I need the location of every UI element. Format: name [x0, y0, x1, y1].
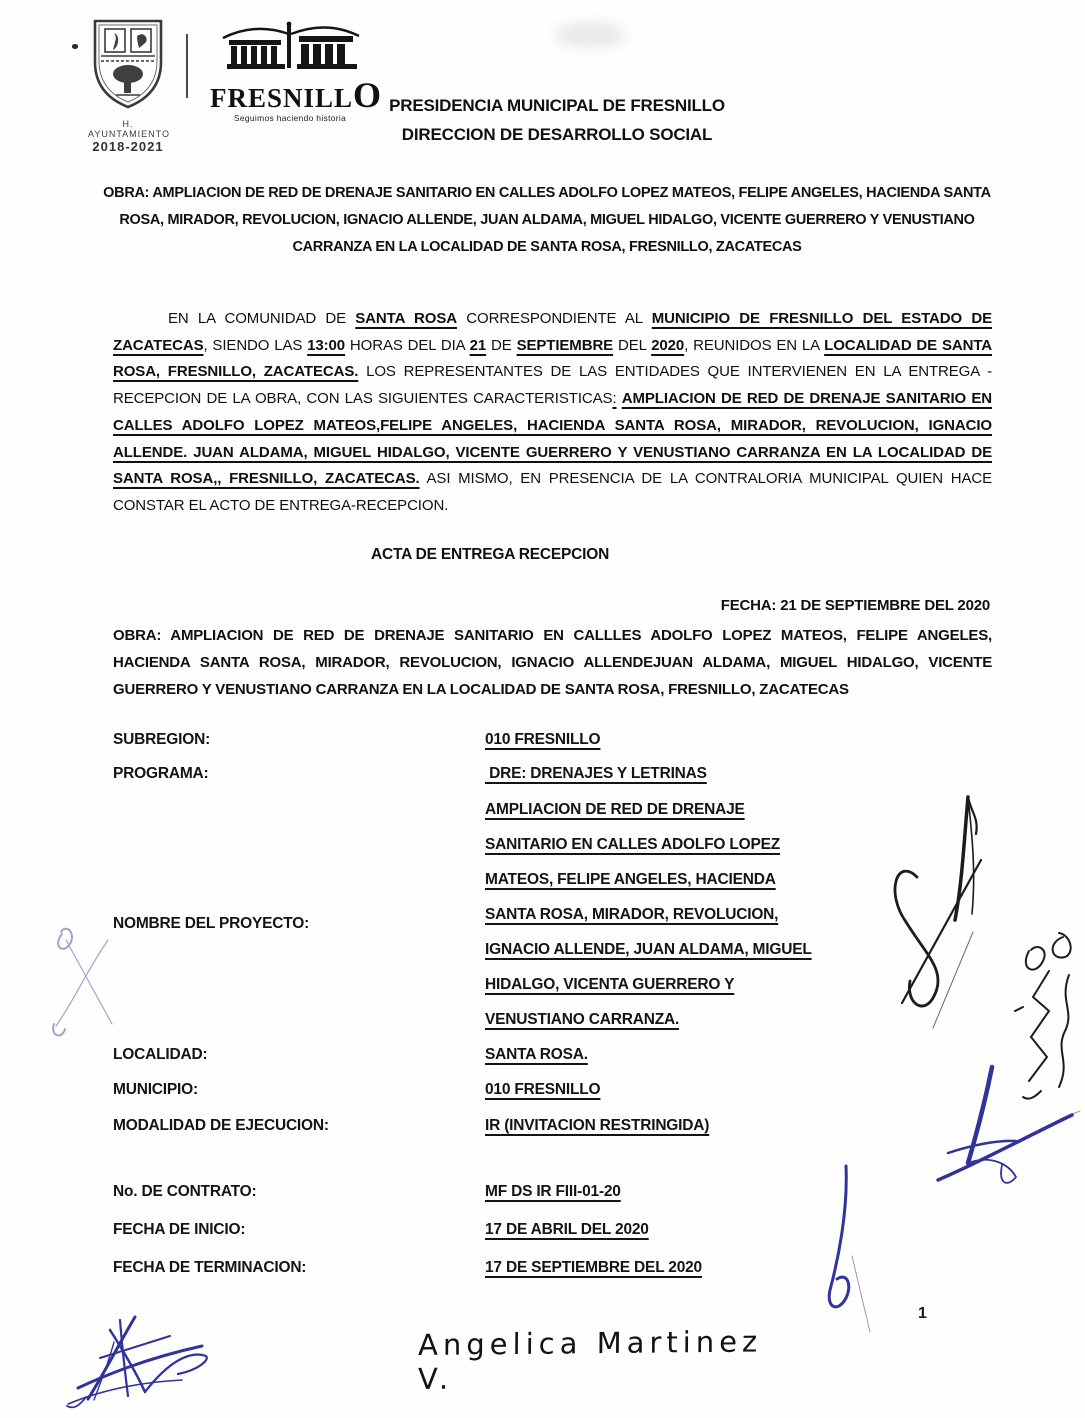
intro-text-segment: EN LA COMUNIDAD DE	[168, 310, 356, 327]
intro-text-segment: HORAS DEL DIA	[345, 336, 470, 354]
logo-divider	[186, 34, 188, 98]
document-title-block	[352, 92, 762, 150]
obra-paragraph: OBRA: AMPLIACION DE RED DE DRENAJE SANITARIO EN CALLLES ADOLFO LOPEZ MATEOS, FELIPE ANGELES, HACIENDA SANTA ROSA, MIRADOR, REVOLUCION, IGNACIO ALLENDEJUAN ALDAMA, MIGUEL HIDALGO, VICENTE GUERRERO Y VENUSTIANO CARRANZA EN LA LOCALIDAD DE SANTA ROSA, FRESNILLO, ZACATECAS	[113, 627, 992, 698]
colonnade-building-icon	[215, 20, 365, 72]
intro-text-segment: ASI MISMO, EN PRESENCIA DE LA CONTRALORIA MUNICIPAL QUIEN HACE CONSTAR EL ACTO DE ENTREGA-RECEPCION.	[113, 470, 992, 514]
field-label: LOCALIDAD:	[113, 1046, 208, 1063]
field-programa	[113, 765, 995, 801]
ink-dot-mark	[72, 44, 78, 49]
municipal-shield-logo	[88, 16, 171, 154]
intro-text-segment: 2020	[651, 336, 685, 354]
shield-icon	[88, 16, 168, 112]
field-value: MF DS IR FIII-01-20	[485, 1183, 621, 1200]
field-label: FECHA DE INICIO:	[113, 1221, 246, 1238]
title-line-2: DIRECCION DE DESARROLLO SOCIAL	[401, 124, 713, 144]
field-municipio	[113, 1081, 995, 1117]
intro-text-segment: SEPTIEMBRE	[516, 336, 614, 354]
intro-text-segment: DEL	[613, 336, 652, 354]
project-line: MATEOS, FELIPE ANGELES, HACIENDA	[485, 871, 776, 888]
field-value: 010 FRESNILLO	[485, 731, 601, 748]
field-value: 010 FRESNILLO	[485, 1081, 601, 1098]
fresnillo-logo	[210, 20, 383, 123]
intro-text-segment: 21	[469, 336, 487, 354]
project-line: SANITARIO EN CALLES ADOLFO LOPEZ	[485, 836, 780, 853]
intro-text-segment: , SIENDO LAS	[203, 336, 308, 354]
intro-text-segment: :	[612, 390, 617, 408]
intro-text-segment: MUNICIPIO DE FRESNILLO DEL ESTADO DE ZACATECAS	[113, 310, 992, 354]
pen-mark-left-margin	[42, 912, 122, 1047]
scan-smudge	[555, 22, 625, 48]
page-number: 1	[918, 1305, 927, 1322]
brand-tagline: Seguimos haciendo historia	[233, 113, 347, 123]
field-label: MODALIDAD DE EJECUCION:	[113, 1117, 329, 1134]
brand-wordmark: FRESNILLO	[210, 75, 383, 115]
intro-text-segment: DE	[486, 336, 517, 354]
field-value: 17 DE SEPTIEMBRE DEL 2020	[485, 1259, 702, 1276]
field-localidad	[113, 1046, 995, 1081]
signature-black-right	[872, 772, 1002, 1052]
project-line: HIDALGO, VICENTA GUERRERO Y	[485, 976, 735, 993]
handwritten-name: Angelica Martinez V.	[417, 1324, 763, 1396]
shield-caption: H. AYUNTAMIENTO	[88, 119, 171, 139]
intro-paragraph	[113, 306, 992, 520]
intro-text-segment: 13:00	[307, 336, 346, 354]
brand-large-o: O	[353, 75, 383, 115]
field-label: NOMBRE DEL PROYECTO:	[113, 914, 310, 932]
field-label: No. DE CONTRATO:	[113, 1183, 257, 1200]
intro-text-segment: , REUNIDOS EN LA	[684, 336, 825, 354]
intro-text-segment: LOCALIDAD DE SANTA ROSA, FRESNILLO, ZACATECAS.	[113, 336, 993, 381]
field-value: IR (INVITACION RESTRINGIDA)	[485, 1117, 710, 1134]
field-nombre-del-proyecto	[113, 801, 995, 1046]
project-line: SANTA ROSA, MIRADOR, REVOLUCION,	[485, 906, 779, 923]
intro-text-segment: LOS REPRESENTANTES DE LAS ENTIDADES QUE INTERVIENEN EN LA ENTREGA - RECEPCION DE LA OBRA, CON LAS SIGUIENTES CARACTERISTICAS	[113, 363, 992, 408]
intro-text-segment: CORRESPONDIENTE AL	[457, 310, 652, 327]
field-modalidad	[113, 1117, 995, 1153]
title-line-1: PRESIDENCIA MUNICIPAL DE FRESNILLO	[389, 96, 725, 115]
acta-heading: ACTA DE ENTREGA RECEPCION	[371, 546, 610, 563]
project-line: IGNACIO ALLENDE, JUAN ALDAMA, MIGUEL	[485, 941, 812, 958]
fecha-line: FECHA: 21 DE SEPTIEMBRE DEL 2020	[720, 597, 990, 614]
field-subregion	[113, 731, 995, 765]
field-label: FECHA DE TERMINACION:	[113, 1259, 307, 1276]
intro-text-segment: SANTA ROSA	[355, 310, 457, 327]
signature-blue-cross	[920, 1045, 1085, 1215]
field-label: PROGRAMA:	[113, 765, 209, 782]
intro-text-segment: AMPLIACION DE RED DE DRENAJE SANITARIO EN CALLES ADOLFO LOPEZ MATEOS,FELIPE ANGELES, HACIENDA SANTA ROSA, MIRADOR, REVOLUCION, IGNACIO ALLENDE. JUAN ALDAMA, MIGUEL HIDALGO, VICENTE GUERRERO Y VENUSTIANO CARRANZA EN LA LOCALIDAD DE SANTA ROSA,, FRESNILLO, ZACATECAS.	[113, 390, 992, 488]
field-value: DRE: DRENAJES Y LETRINAS	[485, 765, 707, 782]
project-line: VENUSTIANO CARRANZA.	[485, 1011, 680, 1028]
field-value: 17 DE ABRIL DEL 2020	[485, 1221, 649, 1238]
signature-blue-bottom-left	[50, 1302, 225, 1412]
field-value: SANTA ROSA.	[485, 1046, 588, 1063]
field-label: SUBREGION:	[113, 731, 211, 748]
signature-blue-stroke	[808, 1160, 878, 1340]
obra-header-paragraph: OBRA: AMPLIACION DE RED DE DRENAJE SANITARIO EN CALLES ADOLFO LOPEZ MATEOS, FELIPE ANGELES, HACIENDA SANTA ROSA, MIRADOR, REVOLUCION, IGNACIO ALLENDE, JUAN ALDAMA, MIGUEL HIDALGO, VICENTE GUERRERO Y VENUSTIANO CARRANZA EN LA LOCALIDAD DE SANTA ROSA, FRESNILLO, ZACATECAS	[103, 185, 991, 255]
project-line: AMPLIACION DE RED DE DRENAJE	[485, 801, 745, 818]
field-label: MUNICIPIO:	[113, 1081, 198, 1098]
shield-years: 2018-2021	[92, 139, 164, 154]
project-name-lines	[485, 801, 812, 1046]
